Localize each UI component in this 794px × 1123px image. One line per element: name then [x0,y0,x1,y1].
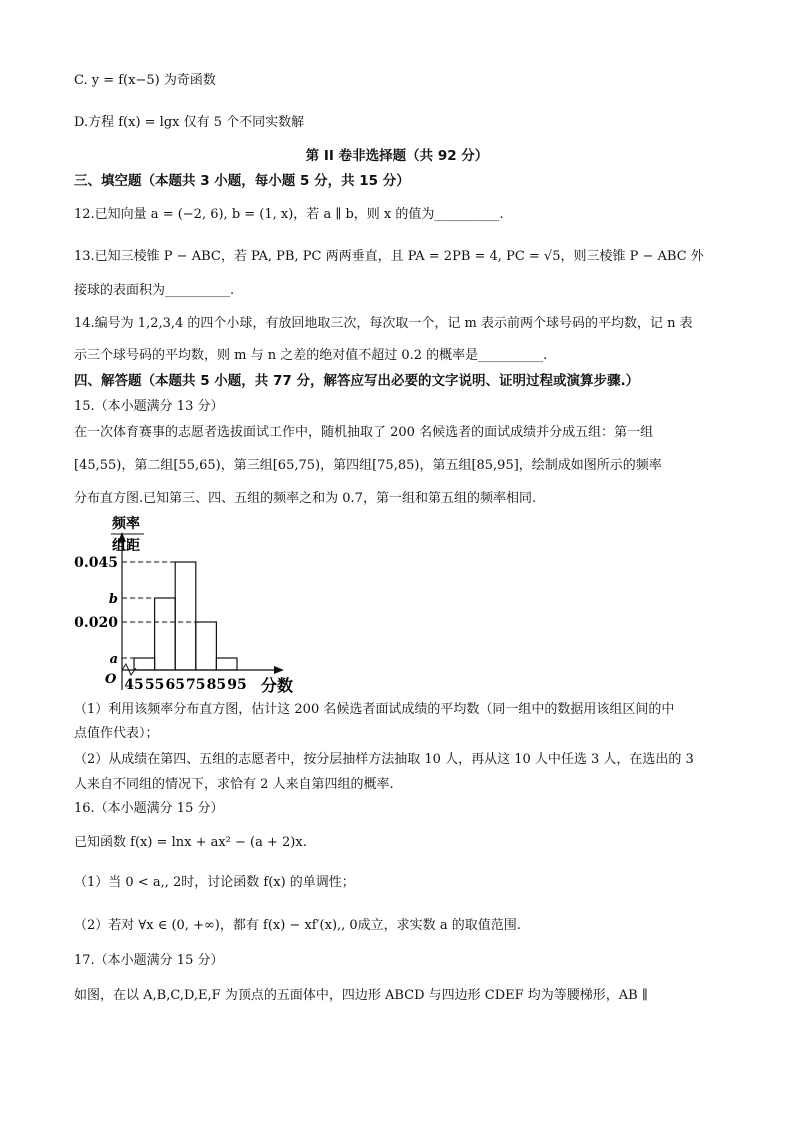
bar-1 [155,598,176,670]
x-axis-label: 分数 [261,676,294,695]
question-15-text-1: 在一次体育赛事的志愿者选拔面试工作中，随机抽取了 200 名候选者的面试成绩并分成五组：第一组 [74,425,654,440]
x-tick-label-1: 55 [144,677,165,693]
y-tick-label-1: b [108,592,118,607]
x-tick-label-3: 75 [186,677,206,693]
question-16-header: 16.（本小题满分 15 分） [74,801,224,816]
question-13-line2: 接球的表面积为__________. [74,283,235,298]
x-tick-label-0: 45 [124,677,144,693]
origin-label: O [105,672,117,687]
question-15-part1-line2: 点值作代表）； [74,726,159,741]
section-4-heading: 四、解答题（本题共 5 小题，共 77 分，解答应写出必要的文字说明、证明过程或演算步骤.） [74,373,640,389]
frequency-histogram [74,512,314,697]
question-14-line2: 示三个球号码的平均数，则 m 与 n 之差的绝对值不超过 0.2 的概率是__________. [74,348,548,363]
question-16-part2: （2）若对 ∀x ∈ (0, +∞)，都有 f(x) − xf′(x),, 0成立，求实数 a 的取值范围. [74,918,521,933]
y-tick-label-3: a [109,652,118,667]
y-label-top: 频率 [112,516,140,532]
bar-3 [196,622,217,670]
question-17-header: 17.（本小题满分 15 分） [74,953,224,968]
bar-4 [216,658,237,670]
part-title: 第 II 卷非选择题（共 92 分） [305,148,489,164]
question-16-part1: （1）当 0 < a,, 2时，讨论函数 f(x) 的单调性； [74,875,355,890]
x-tick-label-2: 65 [165,677,185,693]
question-15-part1-line1: （1）利用该频率分布直方图，估计这 200 名候选者面试成绩的平均数（同一组中的数据用该组区间的中 [74,702,675,717]
question-17-text: 如图，在以 A,B,C,D,E,F 为顶点的五面体中，四边形 ABCD 与四边形 CDEF 均为等腰梯形，AB ∥ [74,988,648,1003]
x-tick-label-5: 95 [227,677,247,693]
question-16-text: 已知函数 f(x) = lnx + ax² − (a + 2)x. [74,835,307,850]
x-axis-arrow [274,666,284,674]
option-c: C. y = f(x−5) 为奇函数 [74,73,216,88]
y-label-bottom: 组距 [112,538,140,554]
question-12: 12.已知向量 a = (−2, 6), b = (1, x)，若 a ∥ b，则 x 的值为__________. [74,207,504,222]
question-14-line1: 14.编号为 1,2,3,4 的四个小球，有放回地取三次，每次取一个，记 m 表示前两个球号码的平均数，记 n 表 [74,316,693,331]
question-15-text-3: 分布直方图.已知第三、四、五组的频率之和为 0.7，第一组和第五组的频率相同. [74,491,537,506]
question-15-part2-line2: 人来自不同组的情况下，求恰有 2 人来自第四组的概率. [74,777,394,792]
question-15-text-2: [45,55)，第二组[55,65)，第三组[65,75)，第四组[75,85)，第五组[85,95]，绘制成如图所示的频率 [74,458,662,473]
section-3-heading: 三、填空题（本题共 3 小题，每小题 5 分，共 15 分） [74,173,410,189]
x-tick-label-4: 85 [206,677,227,693]
option-d: D.方程 f(x) = lgx 仅有 5 个不同实数解 [74,115,305,130]
question-15-part2-line1: （2）从成绩在第四、五组的志愿者中，按分层抽样方法抽取 10 人，再从这 10 人中任选 3 人，在选出的 3 [74,752,694,767]
y-tick-label-0: 0.045 [74,555,118,571]
bar-0 [134,658,155,670]
question-15-header: 15.（本小题满分 13 分） [74,399,224,414]
bar-2 [175,562,196,670]
question-13-line1: 13.已知三棱锥 P − ABC，若 PA, PB, PC 两两垂直，且 PA = 2PB = 4, PC = √5，则三棱锥 P − ABC 外 [74,249,704,264]
y-tick-label-2: 0.020 [74,615,118,631]
